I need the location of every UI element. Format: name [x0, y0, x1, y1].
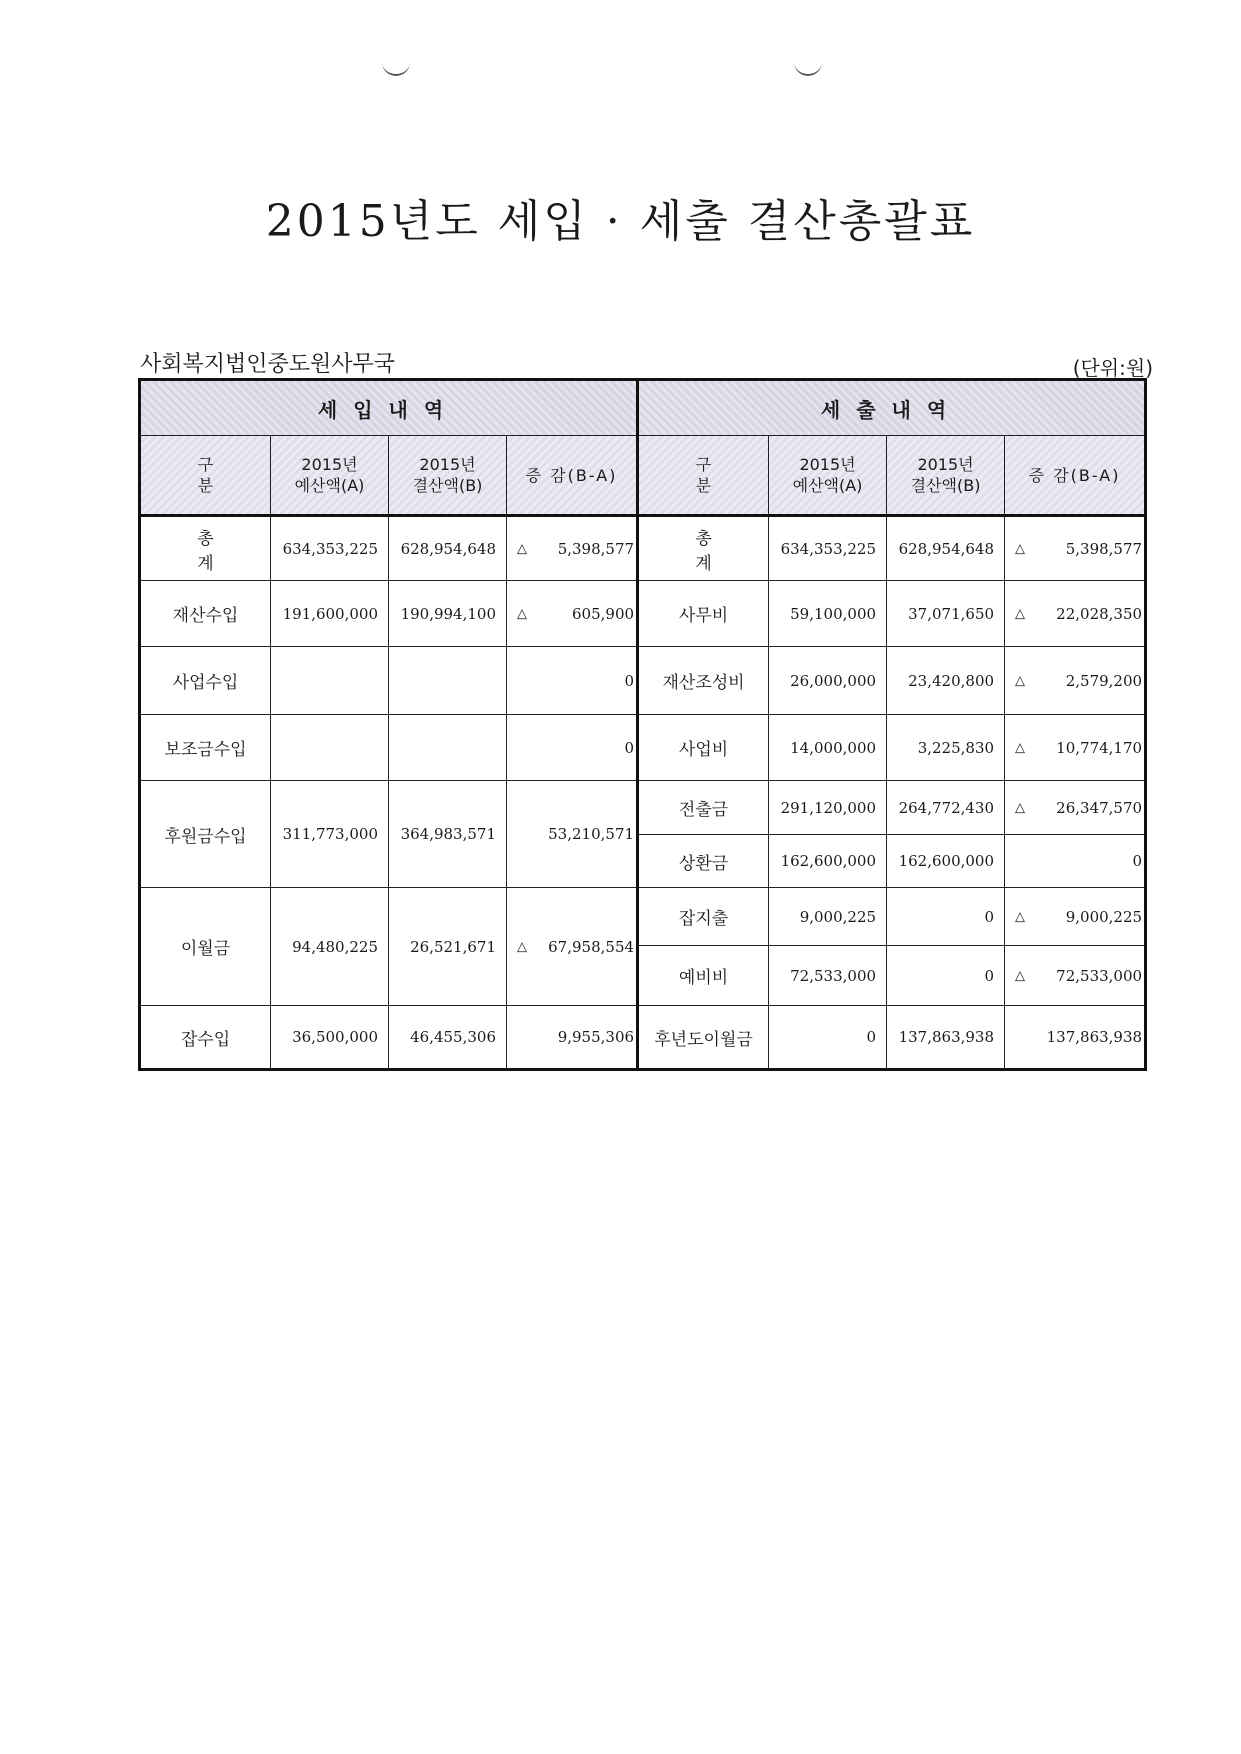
expense-diff: △ 5,398,577 — [1005, 516, 1146, 581]
revenue-diff: △ 5,398,577 — [507, 516, 638, 581]
expense-budget: 162,600,000 — [769, 835, 887, 888]
expense-name: 사무비 — [638, 581, 769, 647]
expense-col-actual — [887, 436, 1005, 516]
revenue-budget: 311,773,000 — [271, 781, 389, 888]
expense-name: 재산조성비 — [638, 647, 769, 715]
revenue-col-actual — [389, 436, 507, 516]
table-row — [140, 715, 1146, 781]
expense-budget: 14,000,000 — [769, 715, 887, 781]
revenue-diff: 0 — [507, 715, 638, 781]
revenue-budget: 36,500,000 — [271, 1006, 389, 1070]
expense-actual: 628,954,648 — [887, 516, 1005, 581]
revenue-budget — [271, 715, 389, 781]
table-row — [140, 1006, 1146, 1070]
col-year: 2015년 — [917, 455, 974, 474]
revenue-actual: 26,521,671 — [389, 888, 507, 1006]
revenue-name: 잡수입 — [140, 1006, 271, 1070]
expense-name: 총계 — [638, 516, 769, 581]
expense-name: 사업비 — [638, 715, 769, 781]
expense-actual: 162,600,000 — [887, 835, 1005, 888]
expense-actual: 23,420,800 — [887, 647, 1005, 715]
revenue-diff: 0 — [507, 647, 638, 715]
expense-budget: 634,353,225 — [769, 516, 887, 581]
expense-diff: △ 10,774,170 — [1005, 715, 1146, 781]
revenue-diff: 9,955,306 — [507, 1006, 638, 1070]
expense-col-category: 구분 — [638, 436, 769, 516]
expense-diff: △ 72,533,000 — [1005, 946, 1146, 1006]
col-year: 2015년 — [799, 455, 856, 474]
expense-section-header: 세출내역 — [638, 380, 1146, 436]
expense-diff: △ 9,000,225 — [1005, 888, 1146, 946]
expense-name: 잡지출 — [638, 888, 769, 946]
revenue-name: 후원금수입 — [140, 781, 271, 888]
revenue-actual: 628,954,648 — [389, 516, 507, 581]
expense-diff: △ 26,347,570 — [1005, 781, 1146, 835]
revenue-diff: △ 67,958,554 — [507, 888, 638, 1006]
revenue-col-budget — [271, 436, 389, 516]
delta-icon: △ — [1015, 740, 1026, 755]
delta-icon: △ — [1015, 606, 1026, 621]
expense-name: 상환금 — [638, 835, 769, 888]
organization-name: 사회복지법인중도원사무국 — [140, 347, 395, 380]
punch-hole-right — [794, 60, 822, 76]
revenue-name: 사업수입 — [140, 647, 271, 715]
revenue-actual: 364,983,571 — [389, 781, 507, 888]
revenue-name: 총계 — [140, 516, 271, 581]
expense-name: 예비비 — [638, 946, 769, 1006]
delta-icon: △ — [1015, 968, 1026, 983]
delta-icon: △ — [517, 541, 527, 556]
expense-actual: 3,225,830 — [887, 715, 1005, 781]
revenue-name: 이월금 — [140, 888, 271, 1006]
revenue-name: 재산수입 — [140, 581, 271, 647]
expense-col-diff: 증 감(B-A) — [1005, 436, 1146, 516]
expense-name: 후년도이월금 — [638, 1006, 769, 1070]
document-title: 2015년도 세입 · 세출 결산총괄표 — [265, 196, 976, 247]
col-budget-label: 예산액(A) — [294, 476, 365, 495]
revenue-name: 보조금수입 — [140, 715, 271, 781]
revenue-col-category: 구분 — [140, 436, 271, 516]
table-row — [140, 781, 1146, 835]
expense-actual: 264,772,430 — [887, 781, 1005, 835]
expense-actual: 0 — [887, 888, 1005, 946]
revenue-actual: 46,455,306 — [389, 1006, 507, 1070]
expense-actual: 137,863,938 — [887, 1006, 1005, 1070]
delta-icon: △ — [1015, 673, 1026, 688]
table-row — [140, 647, 1146, 715]
table-row — [140, 516, 1146, 581]
revenue-budget: 191,600,000 — [271, 581, 389, 647]
expense-diff: △ 2,579,200 — [1005, 647, 1146, 715]
revenue-budget: 634,353,225 — [271, 516, 389, 581]
expense-budget: 72,533,000 — [769, 946, 887, 1006]
expense-diff: △ 22,028,350 — [1005, 581, 1146, 647]
col-actual-label: 결산액(B) — [910, 476, 981, 495]
settlement-table — [138, 378, 1147, 1071]
unit-label: (단위:원) — [1072, 356, 1153, 380]
expense-actual: 37,071,650 — [887, 581, 1005, 647]
expense-budget: 291,120,000 — [769, 781, 887, 835]
col-actual-label: 결산액(B) — [412, 476, 483, 495]
col-year: 2015년 — [301, 455, 358, 474]
expense-col-budget — [769, 436, 887, 516]
col-budget-label: 예산액(A) — [792, 476, 863, 495]
expense-budget: 26,000,000 — [769, 647, 887, 715]
revenue-col-diff: 증 감(B-A) — [507, 436, 638, 516]
revenue-actual — [389, 647, 507, 715]
delta-icon: △ — [1015, 909, 1026, 924]
col-year: 2015년 — [419, 455, 476, 474]
delta-icon: △ — [517, 939, 527, 954]
expense-actual: 0 — [887, 946, 1005, 1006]
revenue-budget — [271, 647, 389, 715]
revenue-actual — [389, 715, 507, 781]
revenue-diff: △ 605,900 — [507, 581, 638, 647]
delta-icon: △ — [1015, 800, 1026, 815]
expense-diff: 0 — [1005, 835, 1146, 888]
table-row — [140, 888, 1146, 946]
expense-name: 전출금 — [638, 781, 769, 835]
table-row — [140, 581, 1146, 647]
punch-hole-left — [382, 60, 410, 76]
expense-budget: 0 — [769, 1006, 887, 1070]
revenue-section-header: 세입내역 — [140, 380, 638, 436]
revenue-actual: 190,994,100 — [389, 581, 507, 647]
delta-icon: △ — [517, 606, 527, 621]
expense-diff: 137,863,938 — [1005, 1006, 1146, 1070]
expense-budget: 59,100,000 — [769, 581, 887, 647]
delta-icon: △ — [1015, 541, 1026, 556]
expense-budget: 9,000,225 — [769, 888, 887, 946]
revenue-diff: 53,210,571 — [507, 781, 638, 888]
revenue-budget: 94,480,225 — [271, 888, 389, 1006]
